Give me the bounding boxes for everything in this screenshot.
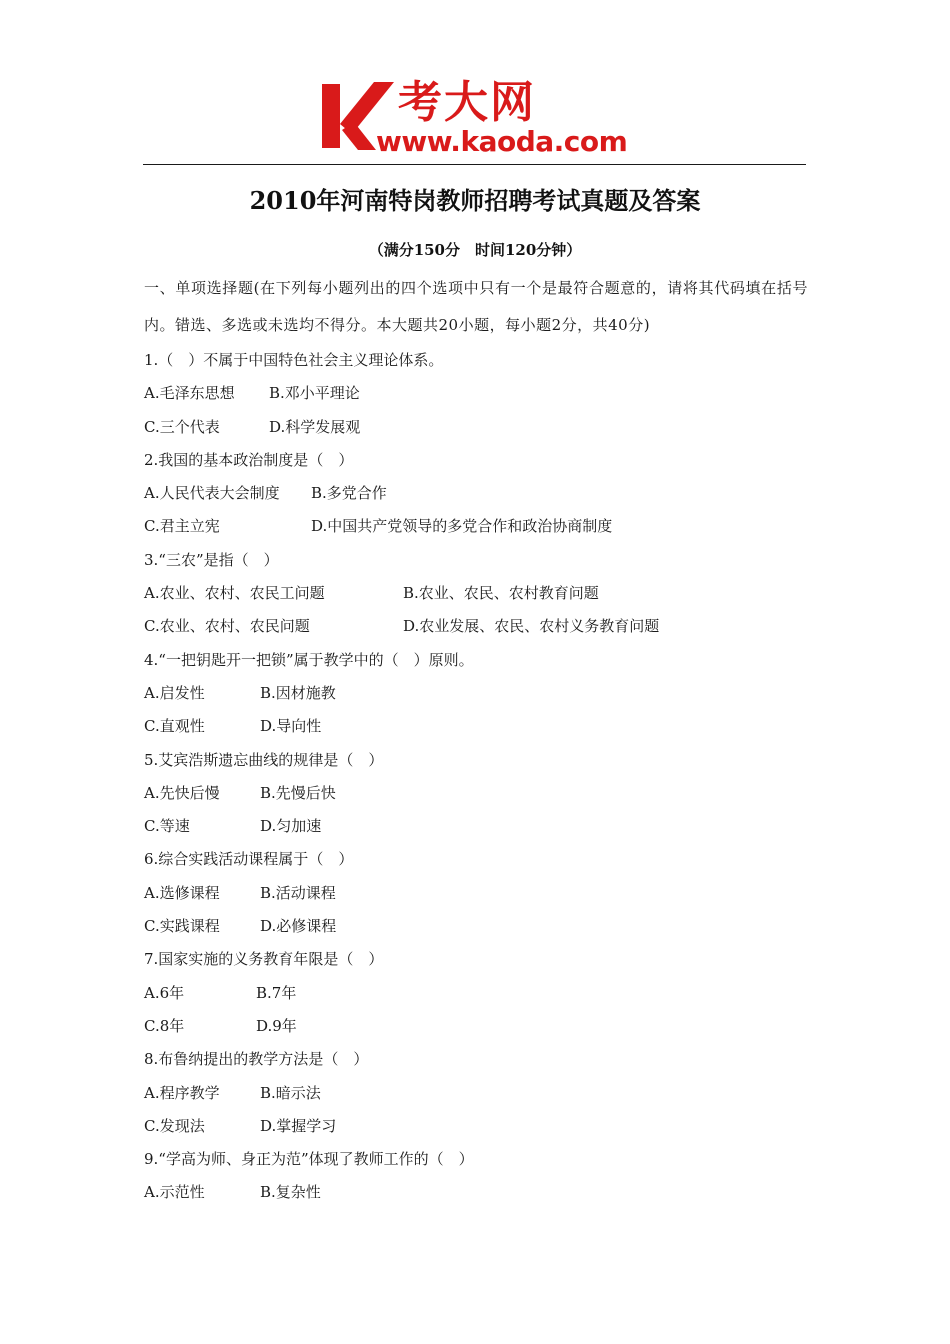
site-logo <box>318 78 648 160</box>
question-8 <box>144 1043 808 1143</box>
question-3 <box>144 544 808 644</box>
options-row <box>144 577 808 610</box>
options-row <box>144 510 808 543</box>
question-4 <box>144 644 808 744</box>
option-d: D.匀加速 <box>260 817 322 836</box>
page-header <box>0 0 950 170</box>
options-row <box>144 810 808 843</box>
option-a: A.启发性 <box>144 683 205 702</box>
logo-url-text: www.kaoda.com <box>376 125 628 158</box>
option-a: A.人民代表大会制度 <box>144 484 280 503</box>
option-c: C.等速 <box>144 817 190 836</box>
option-d: D.科学发展观 <box>269 417 361 436</box>
logo-chinese-text: 考大网 <box>398 77 536 128</box>
header-divider <box>143 164 806 165</box>
option-b: B.因材施教 <box>260 683 336 702</box>
option-d: D.掌握学习 <box>260 1116 337 1135</box>
option-b: B.活动课程 <box>260 883 336 902</box>
option-b: B.先慢后快 <box>260 783 336 802</box>
question-stem: 4.“一把钥匙开一把锁”属于教学中的（ ）原则。 <box>144 650 474 669</box>
option-c: C.农业、农村、农民问题 <box>144 617 310 636</box>
option-a: A.农业、农村、农民工问题 <box>144 584 325 603</box>
option-c: C.8年 <box>144 1016 185 1035</box>
question-stem: 5.艾宾浩斯遗忘曲线的规律是（ ） <box>144 750 384 769</box>
options-row <box>144 877 808 910</box>
options-row <box>144 977 808 1010</box>
options-row <box>144 1110 808 1143</box>
question-stem: 1.（ ）不属于中国特色社会主义理论体系。 <box>144 351 444 369</box>
section-intro: 一、单项选择题(在下列每小题列出的四个选项中只有一个是最符合题意的，请将其代码填在括号内。错选、多选或未选均不得分。本大题共20小题，每小题2分，共40分) <box>144 279 808 334</box>
option-b: B.暗示法 <box>260 1083 321 1102</box>
options-row <box>144 777 808 810</box>
option-c: C.直观性 <box>144 717 205 736</box>
question-stem: 7.国家实施的义务教育年限是（ ） <box>144 950 384 969</box>
question-1 <box>144 344 808 444</box>
options-row <box>144 1077 808 1110</box>
option-a: A.先快后慢 <box>144 783 220 802</box>
option-c: C.三个代表 <box>144 417 220 436</box>
options-row <box>144 677 808 710</box>
option-d: D.9年 <box>256 1016 297 1035</box>
question-stem: 6.综合实践活动课程属于（ ） <box>144 850 354 869</box>
options-row <box>144 377 808 410</box>
question-6 <box>144 843 808 943</box>
option-d: D.农业发展、农民、农村义务教育问题 <box>403 617 660 636</box>
options-row <box>144 710 808 743</box>
question-9 <box>144 1143 808 1210</box>
options-row <box>144 910 808 943</box>
options-row <box>144 610 808 643</box>
option-a: A.毛泽东思想 <box>144 384 235 403</box>
option-b: B.邓小平理论 <box>269 384 360 403</box>
option-d: D.导向性 <box>260 717 322 736</box>
options-row <box>144 477 808 510</box>
option-b: B.7年 <box>256 983 297 1002</box>
option-a: A.6年 <box>144 983 185 1002</box>
option-b: B.多党合作 <box>311 484 387 503</box>
options-row <box>144 1010 808 1043</box>
question-2 <box>144 444 808 544</box>
option-c: C.君主立宪 <box>144 517 220 536</box>
options-row <box>144 1176 808 1209</box>
option-b: B.农业、农民、农村教育问题 <box>403 584 599 603</box>
question-stem: 8.布鲁纳提出的教学方法是（ ） <box>144 1050 369 1069</box>
question-stem: 2.我国的基本政治制度是（ ） <box>144 450 354 469</box>
option-d: D.中国共产党领导的多党合作和政治协商制度 <box>311 517 613 536</box>
option-a: A.示范性 <box>144 1183 205 1202</box>
option-d: D.必修课程 <box>260 917 337 936</box>
option-c: C.发现法 <box>144 1116 205 1135</box>
exam-info: （满分150分 时间120分钟） <box>368 241 582 259</box>
option-a: A.程序教学 <box>144 1083 220 1102</box>
option-a: A.选修课程 <box>144 883 220 902</box>
question-5 <box>144 744 808 844</box>
option-b: B.复杂性 <box>260 1183 321 1202</box>
question-stem: 3.“三农”是指（ ） <box>144 550 279 569</box>
exam-content <box>144 270 808 1210</box>
question-stem: 9.“学高为师、身正为范”体现了教师工作的（ ） <box>144 1150 474 1169</box>
question-7 <box>144 943 808 1043</box>
option-c: C.实践课程 <box>144 917 220 936</box>
page-title: 2010年河南特岗教师招聘考试真题及答案 <box>249 186 701 215</box>
options-row <box>144 411 808 444</box>
